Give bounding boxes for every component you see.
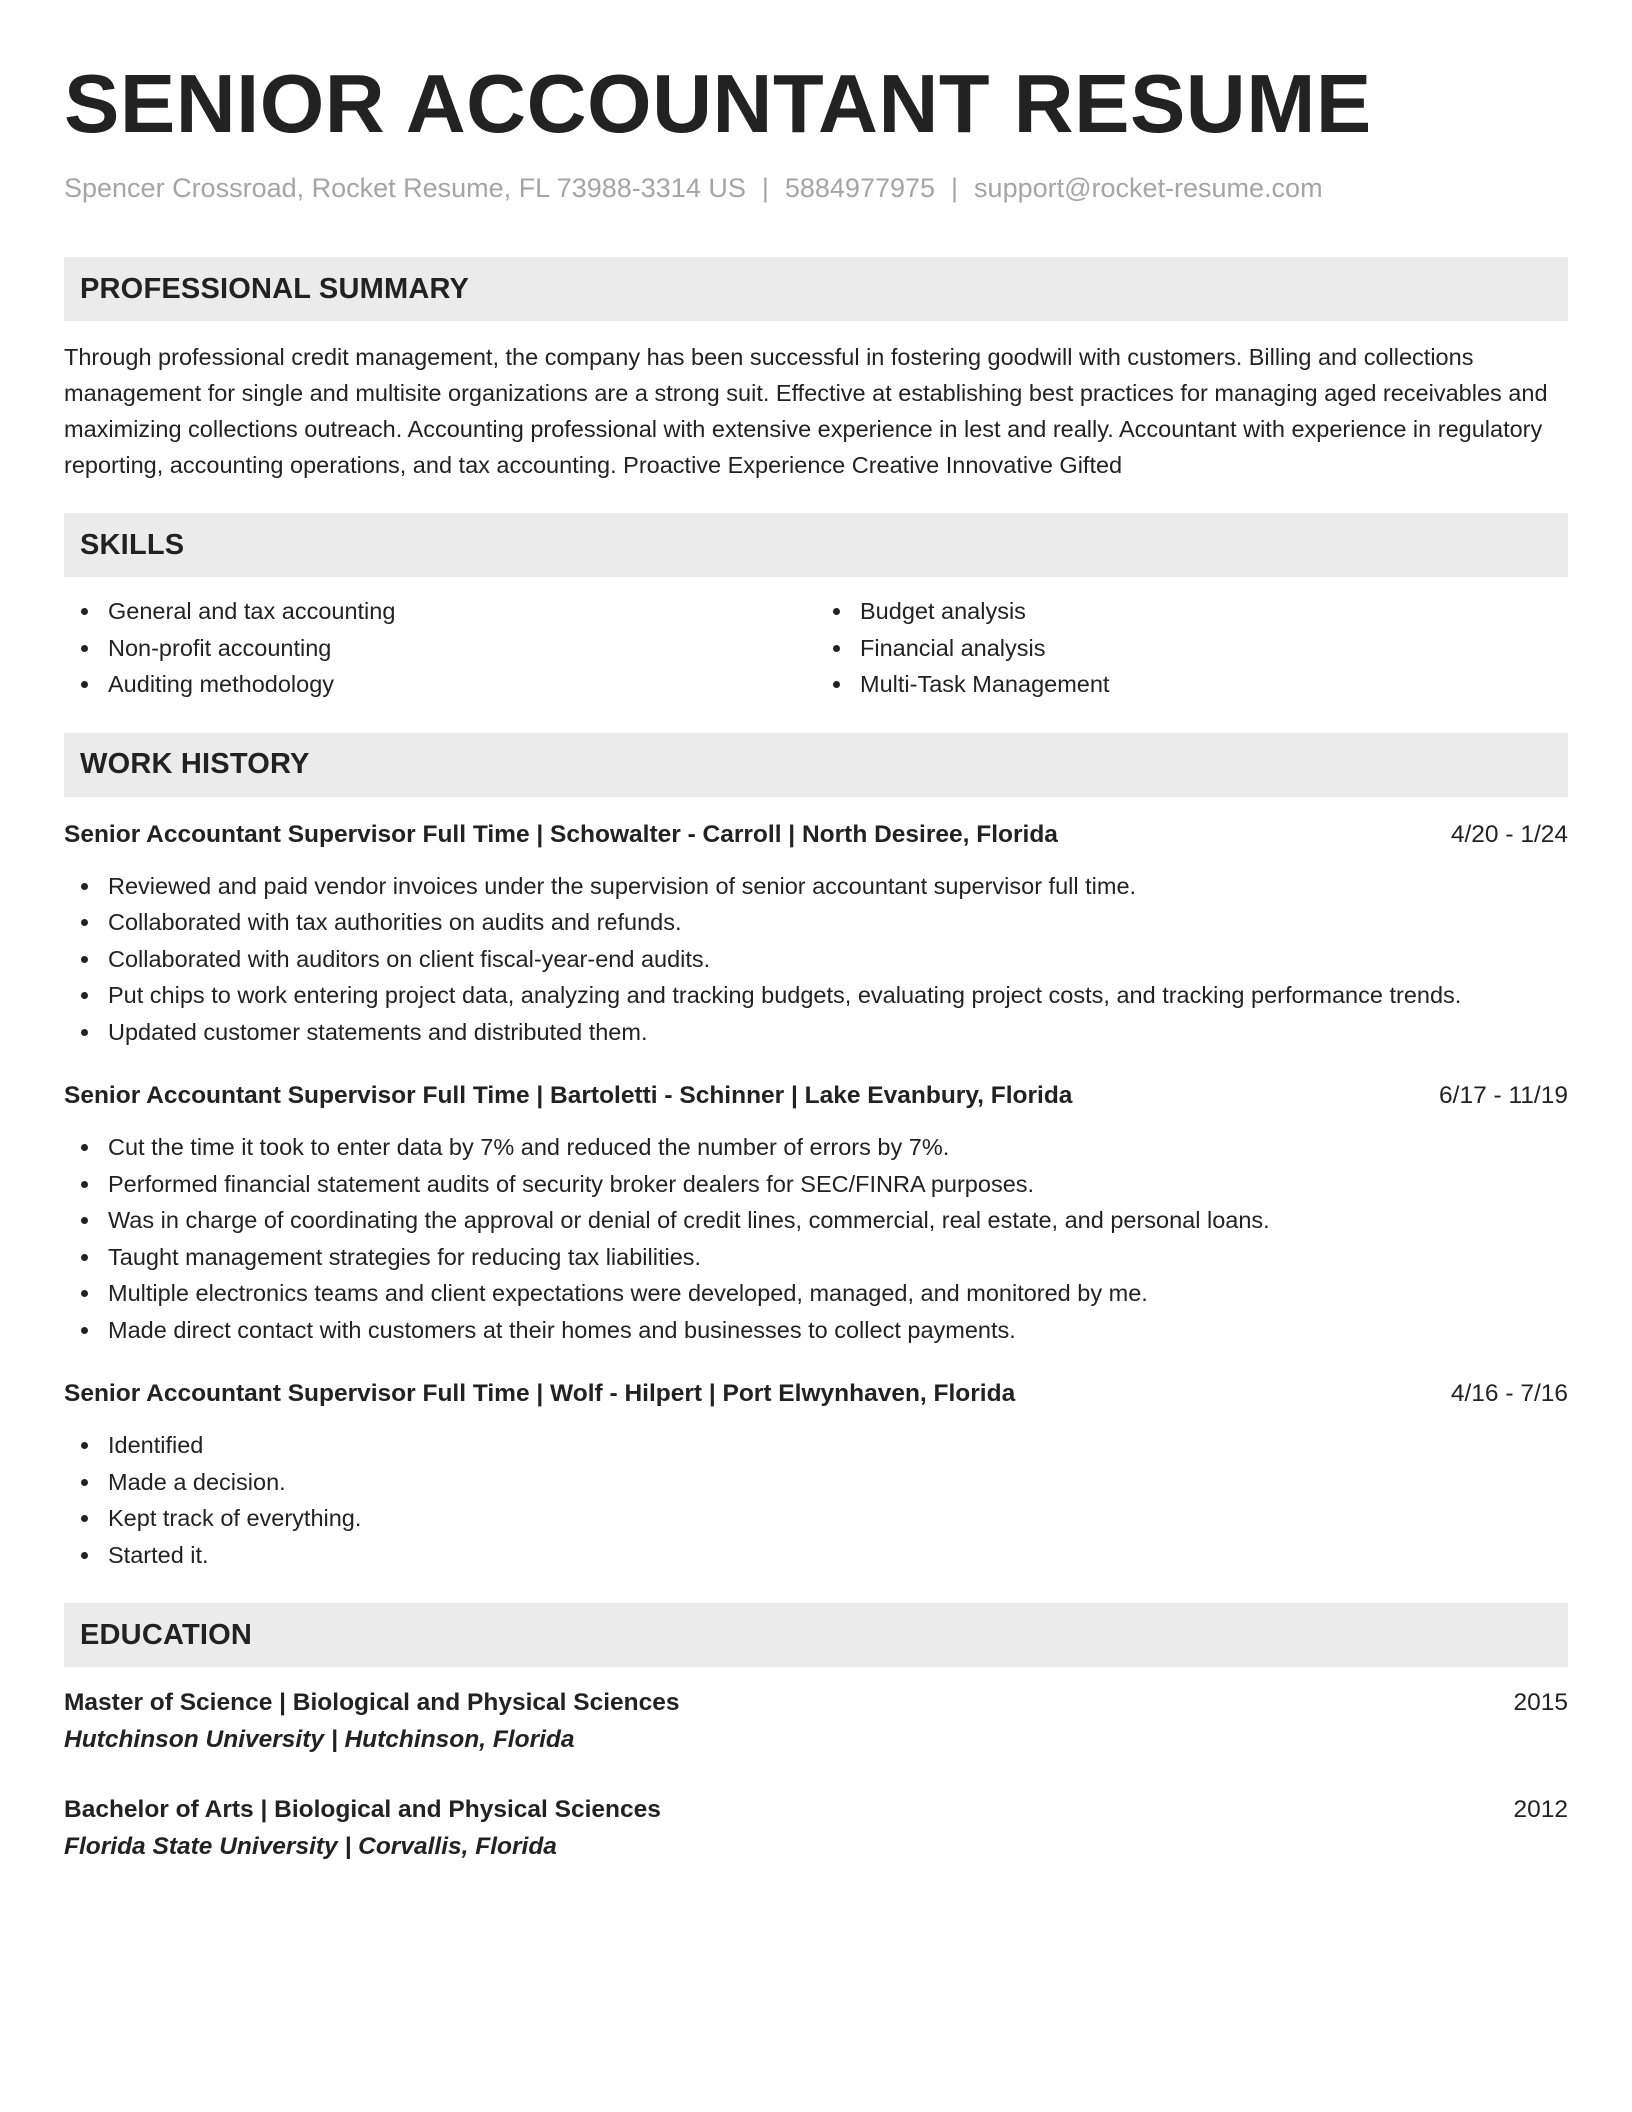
education-year: 2015	[1513, 1689, 1568, 1716]
job-dates: 4/16 - 7/16	[1450, 1380, 1568, 1407]
contact-address: Spencer Crossroad, Rocket Resume, FL 73988-3314 US	[64, 173, 746, 203]
education-entry	[64, 1685, 1568, 1759]
job-bullet: Cut the time it took to enter data by 7% and reduced the number of errors by 7%.	[64, 1129, 1568, 1166]
education-header	[64, 1792, 1568, 1828]
job-entry	[64, 817, 1568, 1051]
education-school: Hutchinson University | Hutchinson, Florida	[64, 1726, 575, 1753]
job-bullet: Kept track of everything.	[64, 1500, 1568, 1537]
job-bullet: Made a decision.	[64, 1464, 1568, 1501]
job-bullets	[64, 868, 1568, 1051]
job-bullets	[64, 1427, 1568, 1573]
skill-item: Budget analysis	[816, 593, 1568, 630]
job-dates: 6/17 - 11/19	[1439, 1082, 1568, 1109]
education-entry	[64, 1792, 1568, 1866]
job-header	[64, 817, 1568, 853]
education-header	[64, 1685, 1568, 1721]
education-degree: Bachelor of Arts | Biological and Physical Sciences	[64, 1796, 661, 1823]
job-bullet: Was in charge of coordinating the approval or denial of credit lines, commercial, real estate, and personal loans.	[64, 1202, 1568, 1239]
job-bullets	[64, 1129, 1568, 1348]
contact-email: support@rocket-resume.com	[974, 173, 1323, 203]
job-bullet: Collaborated with tax authorities on audits and refunds.	[64, 904, 1568, 941]
job-title: Senior Accountant Supervisor Full Time | Wolf - Hilpert | Port Elwynhaven, Florida	[64, 1380, 1016, 1407]
skill-item: Non-profit accounting	[64, 630, 816, 667]
job-bullet: Reviewed and paid vendor invoices under the supervision of senior accountant supervisor full time.	[64, 868, 1568, 905]
job-dates: 4/20 - 1/24	[1450, 820, 1568, 848]
skill-item: Multi-Task Management	[816, 666, 1568, 703]
contact-phone: 5884977975	[784, 173, 936, 203]
contact-separator: |	[761, 173, 769, 203]
job-bullet: Taught management strategies for reducing tax liabilities.	[64, 1239, 1568, 1276]
section-heading-education: EDUCATION	[64, 1603, 1568, 1667]
skill-item: Auditing methodology	[64, 666, 816, 703]
job-bullet: Performed financial statement audits of security broker dealers for SEC/FINRA purposes.	[64, 1166, 1568, 1203]
job-header	[64, 1376, 1568, 1412]
education-year: 2012	[1513, 1796, 1568, 1823]
section-heading-skills: SKILLS	[64, 513, 1568, 577]
job-title: Senior Accountant Supervisor Full Time | Schowalter - Carroll | North Desiree, Florida	[64, 820, 1058, 848]
skill-item: General and tax accounting	[64, 593, 816, 630]
skill-item: Financial analysis	[816, 630, 1568, 667]
contact-line	[64, 170, 1568, 206]
section-heading-summary: PROFESSIONAL SUMMARY	[64, 257, 1568, 321]
skills-column-right	[816, 593, 1568, 703]
skills-list	[64, 593, 1568, 703]
resume-title: SENIOR ACCOUNTANT RESUME	[64, 57, 1372, 150]
job-bullet: Identified	[64, 1427, 1568, 1464]
job-bullet: Made direct contact with customers at their homes and businesses to collect payments.	[64, 1312, 1568, 1349]
job-entry	[64, 1376, 1568, 1573]
section-heading-work-history: WORK HISTORY	[64, 733, 1568, 797]
job-title: Senior Accountant Supervisor Full Time | Bartoletti - Schinner | Lake Evanbury, Florida	[64, 1082, 1073, 1109]
contact-separator: |	[951, 173, 959, 203]
skills-column-left	[64, 593, 816, 703]
job-bullet: Put chips to work entering project data, analyzing and tracking budgets, evaluating project costs, and tracking performance trends.	[64, 977, 1568, 1014]
job-header	[64, 1078, 1568, 1114]
education-school: Florida State University | Corvallis, Florida	[64, 1833, 557, 1860]
job-bullet: Collaborated with auditors on client fiscal-year-end audits.	[64, 941, 1568, 978]
summary-text: Through professional credit management, the company has been successful in fostering goodwill with customers. Billing and collections management for single and multisite organizations are a strong suit. Effective at establishing best practices for managing aged receivables and maximizing collections outreach. Accounting professional with extensive experience in lest and really. Accountant with experience in regulatory reporting, accounting operations, and tax accounting. Proactive Experience Creative Innovative Gifted	[64, 344, 1548, 478]
job-bullet: Updated customer statements and distributed them.	[64, 1014, 1568, 1051]
job-entry	[64, 1078, 1568, 1348]
education-degree: Master of Science | Biological and Physical Sciences	[64, 1689, 680, 1716]
job-bullet: Multiple electronics teams and client expectations were developed, managed, and monitored by me.	[64, 1275, 1568, 1312]
job-bullet: Started it.	[64, 1537, 1568, 1574]
